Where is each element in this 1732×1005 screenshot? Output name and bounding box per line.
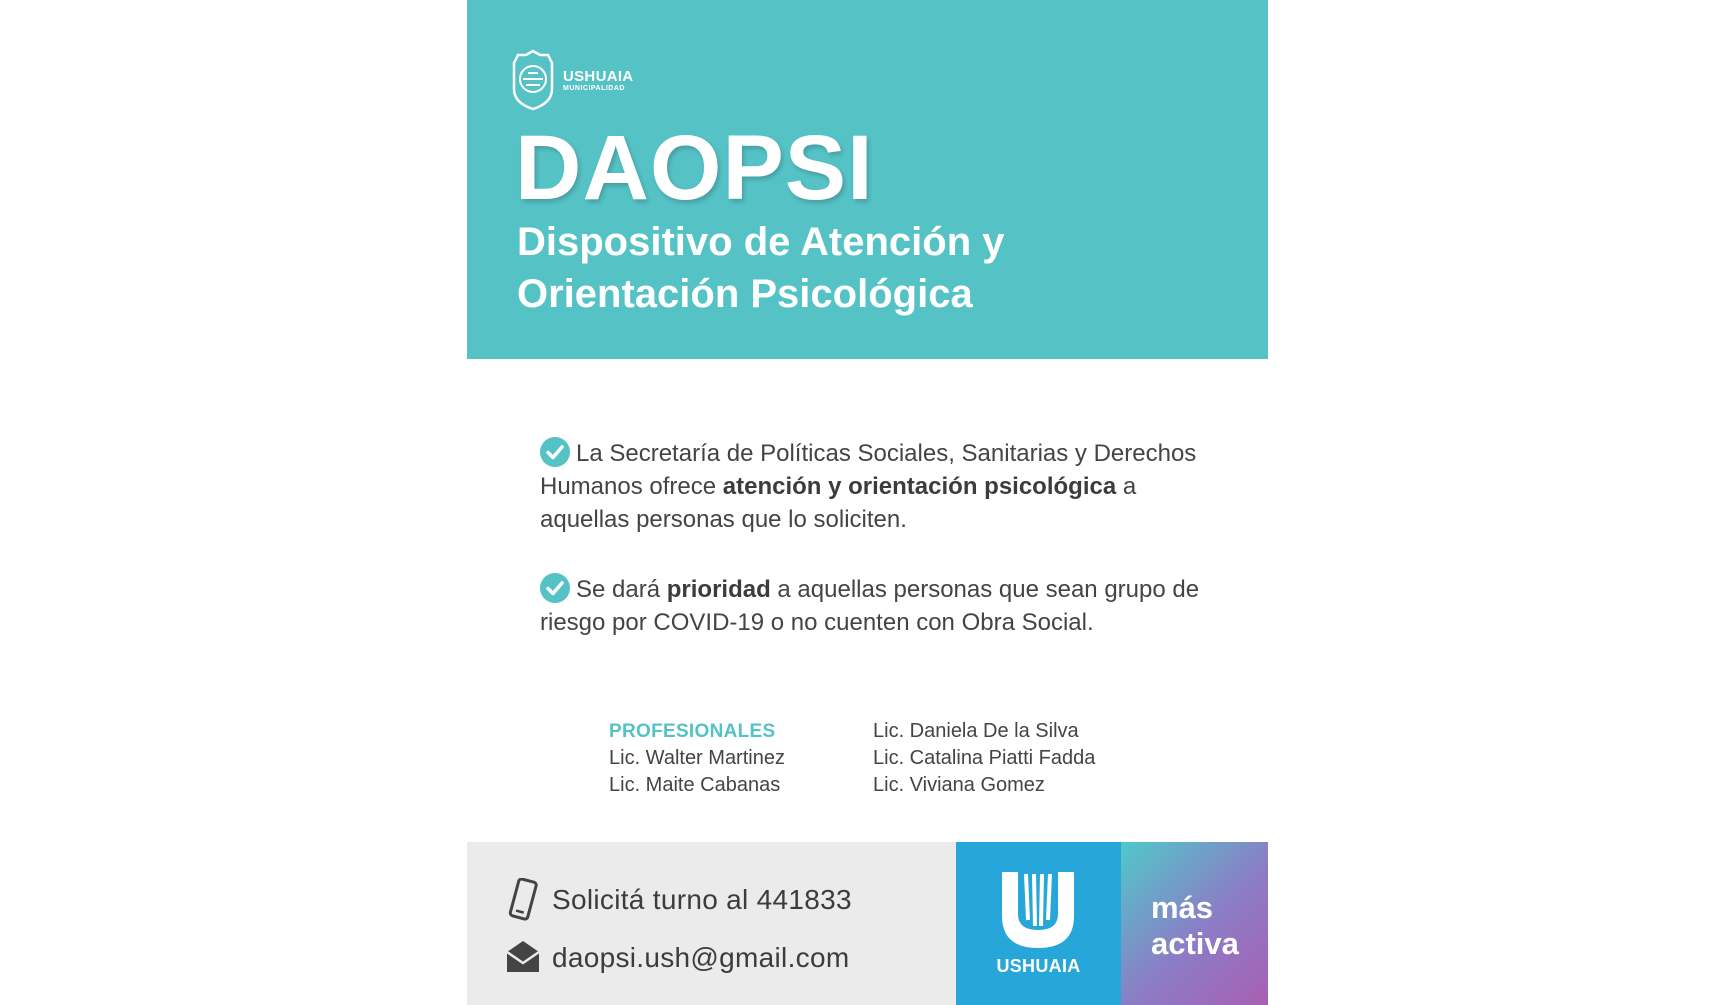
check-circle-icon (540, 437, 570, 467)
professionals-heading: PROFESIONALES (609, 721, 776, 742)
logo-subtitle: MUNICIPALIDAD (563, 85, 625, 92)
crest-icon (510, 49, 556, 111)
logo-name: USHUAIA (563, 68, 634, 85)
professionals-column-left (609, 718, 785, 799)
mail-icon (505, 936, 541, 976)
info-paragraph-2 (540, 573, 1220, 639)
professional-name: Lic. Maite Cabanas (609, 774, 781, 796)
professional-name: Lic. Daniela De la Silva (873, 720, 1079, 742)
professional-name: Lic. Catalina Piatti Fadda (873, 747, 1096, 769)
paragraph-1-text-end: a aquellas personas que lo soliciten. (540, 473, 1137, 533)
slogan-line-1: más (1151, 890, 1214, 925)
email-text: daopsi.ush@gmail.com (552, 942, 850, 973)
paragraph-2-bold: prioridad (666, 576, 771, 603)
footer (467, 842, 1268, 1005)
page-subtitle: Dispositivo de Atención y Orientación Psicológica (517, 220, 1005, 316)
page-title: DAOPSI (515, 117, 874, 219)
slogan-panel (1121, 842, 1268, 1005)
info-paragraph-1 (540, 437, 1220, 536)
phone-icon (505, 878, 541, 922)
paragraph-1-bold: atención y orientación psicológica (722, 473, 1117, 500)
slogan-line-2: activa (1151, 926, 1239, 961)
ushuaia-u-icon (998, 870, 1078, 950)
professional-name: Lic. Viviana Gomez (873, 774, 1045, 796)
check-circle-icon (540, 573, 570, 603)
slogan-text (1151, 890, 1239, 962)
brand-word: USHUAIA (996, 956, 1081, 976)
paragraph-2-text-end: a aquellas personas que sean grupo de riesgo por COVID-19 o no cuenten con Obra Social. (540, 576, 1200, 636)
contact-panel (467, 842, 956, 1005)
municipality-logo (510, 49, 650, 111)
professional-name: Lic. Walter Martinez (609, 747, 785, 769)
ushuaia-brand-logo (956, 842, 1121, 1005)
paragraph-2-text: Se dará (576, 576, 667, 603)
professionals-column-right (873, 718, 1095, 799)
professionals-section (609, 718, 1169, 802)
phone-text: Solicitá turno al 441833 (552, 884, 852, 915)
poster (467, 0, 1268, 1005)
paragraph-1-text: La Secretaría de Políticas Sociales, Sanitarias y Derechos Humanos ofrece (540, 440, 1197, 500)
header-banner (467, 0, 1268, 359)
